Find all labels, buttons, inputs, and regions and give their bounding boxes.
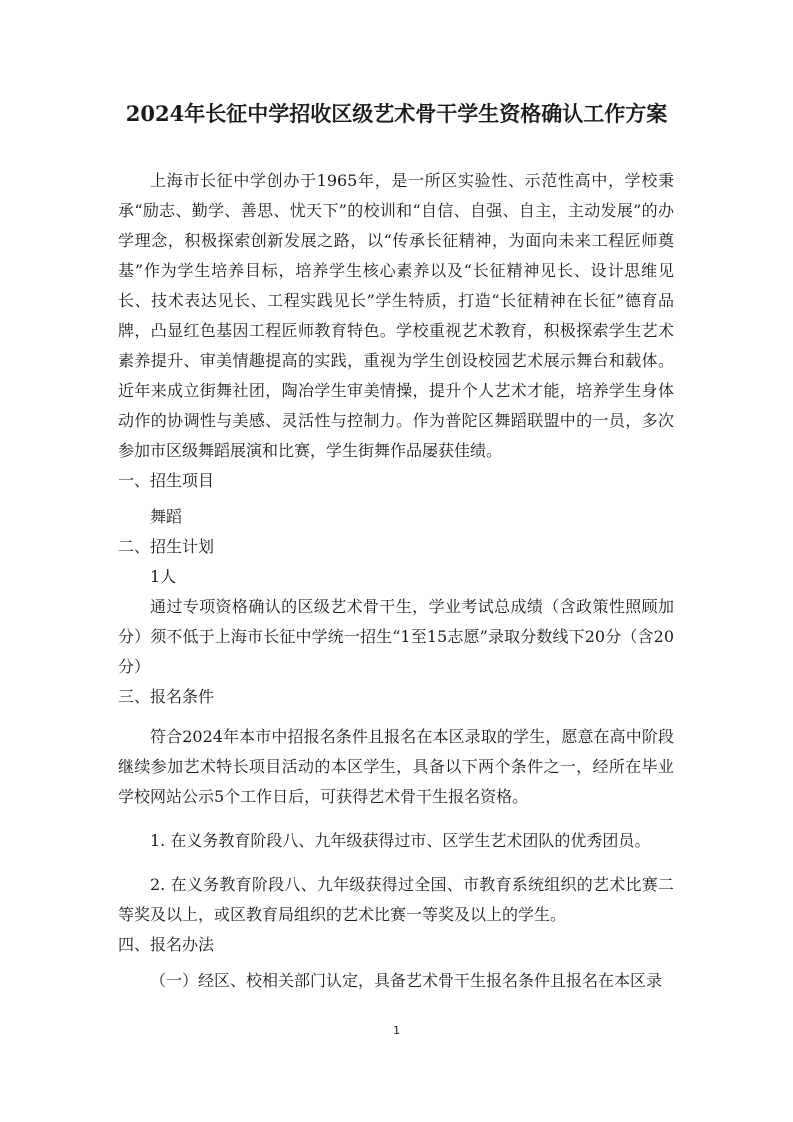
requirement-item-1: 1. 在义务教育阶段八、九年级获得过市、区学生艺术团队的优秀团员。 (150, 831, 651, 850)
registration-paragraph: （一）经区、校相关部门认定，具备艺术骨干生报名条件且报名在本区录 (150, 971, 663, 990)
section-heading-enrollment-project: 一、招生项目 (118, 471, 215, 490)
page-number: 1 (393, 1024, 400, 1037)
requirement-item-2: 2. 在义务教育阶段八、九年级获得过全国、市教育系统组织的艺术比赛二等奖及以上，或区教育局组织的艺术比赛一等奖及以上的学生。 (118, 875, 674, 924)
section-heading-registration: 四、报名办法 (118, 935, 215, 954)
document-body (118, 166, 674, 996)
requirements-paragraph: 符合2024年本市中招报名条件且报名在本区录取的学生，愿意在高中阶段继续参加艺术特长项目活动的本区学生，具备以下两个条件之一，经所在毕业学校网站公示5个工作日后，可获得艺术骨干生报名资格。 (118, 727, 674, 806)
section-heading-requirements: 三、报名条件 (118, 687, 215, 706)
enrollment-project-item: 舞蹈 (150, 507, 183, 526)
intro-paragraph: 上海市长征中学创办于1965年，是一所区实验性、示范性高中，学校秉承“励志、勤学、善思、忧天下”的校训和“自信、自强、自主，主动发展”的办学理念，积极探索创新发展之路，以“传承长征精神，为面向未来工程匠师奠基”作为学生培养目标，培养学生核心素养以及“长征精神见长、设计思维见长、技术表达见长、工程实践见长”学生特质，打造“长征精神在长征”德育品牌，凸显红色基因工程匠师教育特色。学校重视艺术教育，积极探索学生艺术素养提升、审美情趣提高的实践，重视为学生创设校园艺术展示舞台和载体。近年来成立街舞社团，陶冶学生审美情操，提升个人艺术才能，培养学生身体动作的协调性与美感、灵活性与控制力。作为普陀区舞蹈联盟中的一员，多次参加市区级舞蹈展演和比赛，学生街舞作品屡获佳绩。 (118, 171, 674, 460)
document-title: 2024年长征中学招收区级艺术骨干学生资格确认工作方案 (125, 101, 668, 126)
enrollment-plan-paragraph: 通过专项资格确认的区级艺术骨干生，学业考试总成绩（含政策性照顾加分）须不低于上海市长征中学统一招生“1至15志愿”录取分数线下20分（含20分） (118, 597, 674, 676)
enrollment-plan-count: 1人 (150, 567, 177, 586)
section-heading-enrollment-plan: 二、招生计划 (118, 537, 215, 556)
